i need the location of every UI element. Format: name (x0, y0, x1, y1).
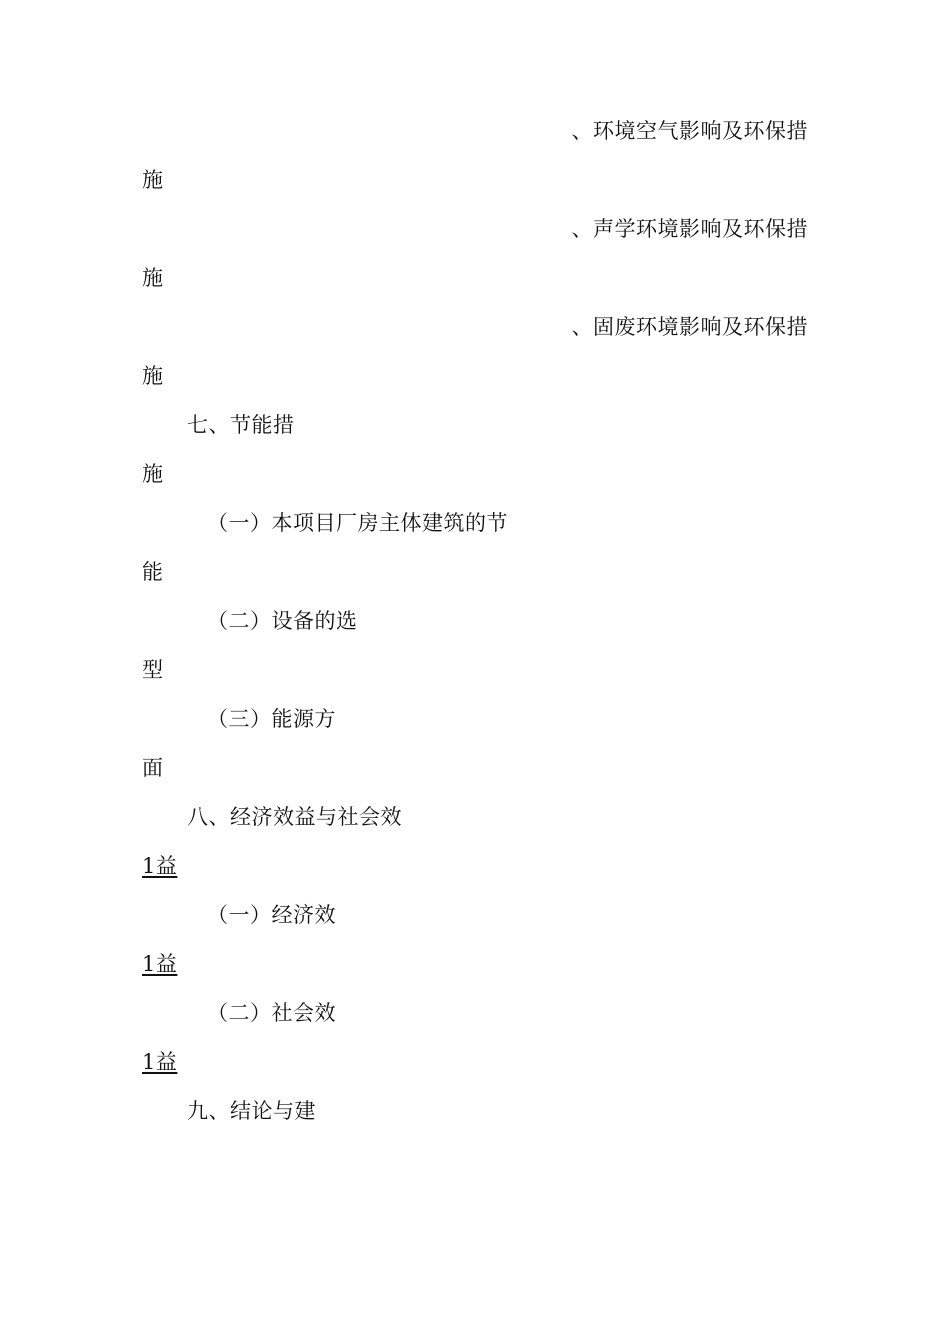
toc-entry-air-environment: 、环境空气影响及环保措 (571, 119, 808, 143)
toc-entry-continuation: 1益 (142, 952, 178, 976)
toc-entry-continuation: 施 (142, 462, 164, 486)
toc-section-eight: 八、经济效益与社会效 (187, 805, 402, 829)
toc-section-nine: 九、结论与建 (187, 1099, 316, 1123)
toc-entry-solid-waste-environment: 、固废环境影响及环保措 (571, 315, 808, 339)
toc-entry-continuation: 1益 (142, 854, 178, 878)
toc-subsection-energy-aspect: （三）能源方 (207, 707, 336, 731)
toc-entry-continuation: 型 (142, 658, 164, 682)
toc-entry-continuation: 施 (142, 168, 164, 192)
toc-entry-continuation: 面 (142, 756, 164, 780)
toc-subsection-social-benefit: （二）社会效 (207, 1001, 336, 1025)
toc-entry-acoustic-environment: 、声学环境影响及环保措 (571, 217, 808, 241)
toc-entry-continuation: 施 (142, 266, 164, 290)
toc-section-seven: 七、节能措 (187, 413, 295, 437)
toc-subsection-equipment-selection: （二）设备的选 (207, 609, 358, 633)
toc-subsection-economic-benefit: （一）经济效 (207, 903, 336, 927)
toc-entry-continuation: 能 (142, 560, 164, 584)
toc-entry-continuation: 1益 (142, 1050, 178, 1074)
toc-subsection-building-energy: （一）本项目厂房主体建筑的节 (207, 511, 508, 535)
toc-entry-continuation: 施 (142, 364, 164, 388)
